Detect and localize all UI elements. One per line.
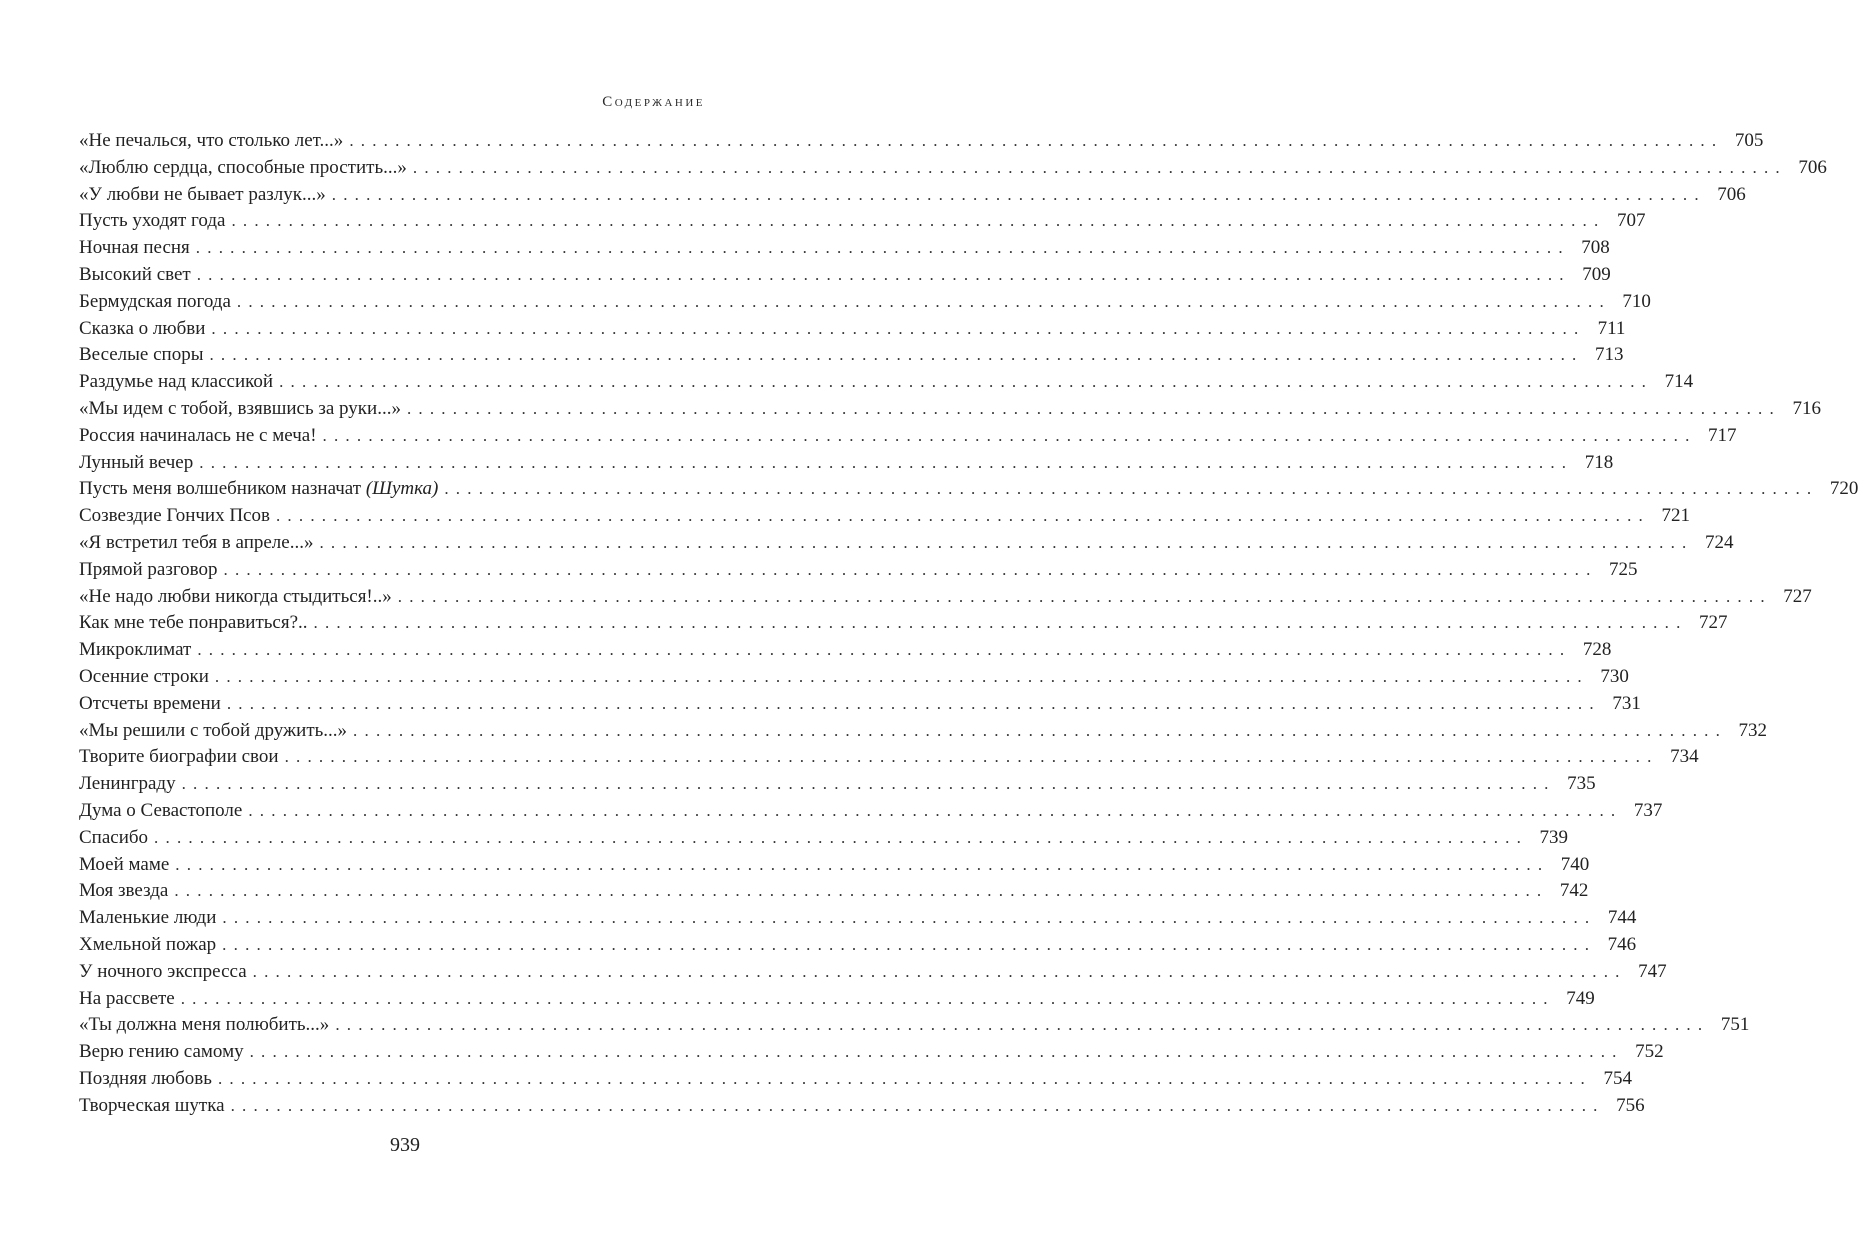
toc-entry bbox=[79, 476, 1858, 503]
toc-entry bbox=[79, 557, 1638, 584]
dot-leader: ........................................................................................................................ bbox=[222, 908, 1597, 928]
toc-entry-page: 744 bbox=[1607, 907, 1637, 929]
toc-entry bbox=[79, 959, 1667, 986]
toc-entry-page: 705 bbox=[1734, 130, 1764, 151]
dot-leader: ........................................................................................................................ bbox=[406, 398, 1781, 418]
toc-entry bbox=[79, 182, 1746, 209]
toc-entry bbox=[79, 262, 1611, 289]
toc-entry-title-text: Россия начиналась не с меча! bbox=[79, 424, 317, 446]
toc-entry-page: 717 bbox=[1708, 424, 1737, 446]
toc-entry-title-text: Верю гению самому bbox=[79, 1041, 244, 1063]
toc-entry-title bbox=[79, 262, 197, 289]
toc-entry bbox=[79, 342, 1624, 369]
toc-entry bbox=[79, 316, 1626, 343]
toc-entry bbox=[79, 1066, 1632, 1093]
table-of-contents bbox=[79, 128, 1858, 1119]
dot-leader: ........................................................................................................................ bbox=[199, 452, 1574, 472]
dot-leader: ........................................................................................................................ bbox=[248, 800, 1623, 820]
toc-entry-title-text: Маленькие люди bbox=[79, 907, 217, 929]
toc-entry-page: 730 bbox=[1600, 665, 1629, 687]
toc-entry-title bbox=[79, 852, 175, 879]
toc-entry-title-text: Созвездие Гончих Псов bbox=[79, 505, 270, 527]
toc-entry-title-text: «Я встретил тебя в апреле...» bbox=[79, 531, 314, 553]
toc-entry-title bbox=[79, 691, 227, 718]
dot-leader: ........................................................................................................................ bbox=[397, 586, 1772, 606]
toc-entry-title bbox=[79, 316, 211, 343]
toc-entry-title bbox=[79, 182, 332, 209]
toc-entry-title-text: Ленинграду bbox=[79, 773, 176, 795]
toc-entry-title-text: Высокий свет bbox=[79, 263, 191, 285]
toc-entry-title bbox=[79, 557, 224, 584]
toc-entry-page: 720 bbox=[1829, 478, 1858, 500]
toc-entry-title-text: «Ты должна меня полюбить...» bbox=[79, 1014, 330, 1036]
toc-entry-title bbox=[79, 503, 276, 530]
toc-entry bbox=[79, 771, 1596, 798]
toc-entry-title bbox=[79, 289, 237, 316]
toc-entry bbox=[79, 691, 1641, 718]
toc-entry-title bbox=[79, 530, 319, 557]
dot-leader: ........................................................................................................................ bbox=[331, 184, 1706, 204]
toc-entry-title-text: Раздумье над классикой bbox=[79, 371, 274, 393]
toc-entry-title bbox=[79, 450, 199, 477]
toc-entry-title bbox=[79, 369, 279, 396]
dot-leader: ........................................................................................................................ bbox=[313, 613, 1688, 633]
toc-entry bbox=[79, 396, 1821, 423]
toc-entry-title bbox=[79, 932, 222, 959]
toc-entry-page: 707 bbox=[1616, 210, 1646, 232]
dot-leader: ........................................................................................................................ bbox=[211, 318, 1586, 338]
dot-leader: ........................................................................................................................ bbox=[180, 988, 1555, 1008]
toc-entry-page: 751 bbox=[1720, 1014, 1750, 1036]
toc-entry-title-text: Спасибо bbox=[79, 826, 149, 848]
toc-entry bbox=[79, 1039, 1664, 1066]
dot-leader: ........................................................................................................................ bbox=[223, 559, 1598, 579]
toc-entry bbox=[79, 878, 1589, 905]
toc-entry-title-text: Осенние строки bbox=[79, 665, 209, 687]
toc-entry-title-text: Творческая шутка bbox=[79, 1094, 225, 1116]
dot-leader: ........................................................................................................................ bbox=[349, 131, 1724, 150]
dot-leader: ........................................................................................................................ bbox=[196, 264, 1571, 284]
toc-entry bbox=[79, 664, 1629, 691]
toc-entry bbox=[79, 932, 1637, 959]
dot-leader: ........................................................................................................................ bbox=[231, 211, 1606, 231]
toc-entry-title-text: Пусть меня волшебником назначат bbox=[79, 478, 362, 500]
dot-leader: ........................................................................................................................ bbox=[214, 666, 1589, 686]
toc-entry-page: 752 bbox=[1635, 1041, 1664, 1063]
toc-entry-title bbox=[79, 986, 181, 1013]
toc-entry-page: 721 bbox=[1661, 505, 1690, 527]
toc-entry-title-text: «Люблю сердца, способные простить...» bbox=[79, 156, 407, 178]
toc-entry-title-text: Отсчеты времени bbox=[79, 692, 221, 714]
toc-entry-page: 724 bbox=[1704, 531, 1734, 553]
toc-entry bbox=[79, 530, 1734, 557]
dot-leader: ........................................................................................................................ bbox=[197, 640, 1572, 660]
toc-entry-title bbox=[79, 798, 248, 825]
toc-entry-page: 728 bbox=[1582, 639, 1612, 661]
toc-entry-page: 734 bbox=[1670, 746, 1699, 768]
toc-entry-page: 740 bbox=[1560, 853, 1590, 875]
toc-entry-title bbox=[79, 1039, 250, 1066]
dot-leader: ........................................................................................................................ bbox=[236, 291, 1611, 311]
dot-leader: ........................................................................................................................ bbox=[181, 774, 1556, 794]
toc-entry-title bbox=[79, 1066, 218, 1093]
dot-leader: ........................................................................................................................ bbox=[230, 1095, 1605, 1115]
toc-entry-title-text: Моей маме bbox=[79, 853, 170, 875]
toc-entry bbox=[79, 369, 1694, 396]
dot-leader: ........................................................................................................................ bbox=[226, 693, 1601, 713]
toc-entry-title bbox=[79, 155, 413, 182]
toc-entry-title bbox=[79, 208, 231, 235]
dot-leader: ........................................................................................................................ bbox=[174, 881, 1549, 901]
toc-entry-title-text: У ночного экспресса bbox=[79, 960, 247, 982]
toc-entry-page: 749 bbox=[1566, 987, 1595, 1009]
toc-entry bbox=[79, 584, 1812, 611]
toc-entry bbox=[79, 450, 1614, 477]
toc-entry bbox=[79, 798, 1663, 825]
toc-entry bbox=[79, 155, 1827, 182]
toc-entry-title bbox=[79, 744, 285, 771]
toc-entry-title bbox=[79, 235, 196, 262]
toc-entry-title bbox=[79, 396, 407, 423]
toc-entry bbox=[79, 986, 1595, 1013]
toc-entry-page: 727 bbox=[1699, 612, 1728, 634]
toc-entry-page: 742 bbox=[1559, 880, 1589, 902]
dot-leader: ........................................................................................................................ bbox=[249, 1042, 1624, 1062]
dot-leader: ........................................................................................................................ bbox=[319, 532, 1694, 552]
dot-leader: ........................................................................................................................ bbox=[322, 425, 1697, 445]
toc-entry-page: 739 bbox=[1539, 826, 1569, 848]
toc-entry-title bbox=[79, 610, 314, 637]
dot-leader: ........................................................................................................................ bbox=[444, 479, 1819, 499]
toc-entry-title-text: Ночная песня bbox=[79, 237, 190, 259]
dot-leader: ........................................................................................................................ bbox=[284, 747, 1659, 767]
toc-entry-title-text: Пусть уходят года bbox=[79, 210, 226, 232]
toc-entry-title-text: Лунный вечер bbox=[79, 451, 194, 473]
toc-entry-page: 708 bbox=[1581, 237, 1610, 259]
toc-entry-title-text: Сказка о любви bbox=[79, 317, 206, 339]
running-head: Содержание bbox=[602, 94, 705, 110]
toc-entry-title bbox=[79, 664, 215, 691]
toc-entry-title-text: «Мы идем с тобой, взявшись за руки...» bbox=[79, 397, 401, 419]
toc-entry-title-text: Поздняя любовь bbox=[79, 1067, 212, 1089]
toc-entry bbox=[79, 718, 1768, 745]
toc-entry-page: 718 bbox=[1584, 451, 1614, 473]
toc-entry-title bbox=[79, 905, 222, 932]
toc-entry-page: 756 bbox=[1616, 1094, 1645, 1116]
toc-entry-page: 713 bbox=[1594, 344, 1624, 366]
toc-entry-title bbox=[79, 1093, 231, 1120]
dot-leader: ........................................................................................................................ bbox=[335, 1015, 1710, 1035]
toc-entry bbox=[79, 423, 1737, 450]
toc-entry-page: 725 bbox=[1609, 558, 1638, 580]
toc-entry-title-text: Бермудская погода bbox=[79, 290, 231, 312]
toc-entry-page: 709 bbox=[1582, 263, 1611, 285]
toc-entry bbox=[79, 744, 1699, 771]
toc-entry-title-text: «У любви не бывает разлук...» bbox=[79, 183, 326, 205]
dot-leader: ........................................................................................................................ bbox=[279, 372, 1654, 392]
toc-entry-page: 731 bbox=[1612, 692, 1641, 714]
toc-entry-title-text: Веселые споры bbox=[79, 344, 204, 366]
toc-entry bbox=[79, 1012, 1750, 1039]
toc-entry-page: 711 bbox=[1597, 317, 1626, 339]
toc-entry-title bbox=[79, 584, 398, 611]
toc-entry-title bbox=[79, 342, 209, 369]
toc-entry-title bbox=[79, 878, 174, 905]
toc-entry-page: 754 bbox=[1603, 1067, 1632, 1089]
toc-entry bbox=[79, 208, 1646, 235]
toc-entry-title-text: Как мне тебе понравиться?.. bbox=[79, 612, 308, 634]
toc-entry-title-text: Дума о Севастополе bbox=[79, 799, 243, 821]
toc-entry-title bbox=[79, 1012, 335, 1039]
toc-entry-subtitle: (Шутка) bbox=[365, 478, 439, 500]
toc-entry-title bbox=[79, 423, 323, 450]
toc-entry-title bbox=[79, 771, 182, 798]
toc-entry-page: 746 bbox=[1607, 933, 1637, 955]
dot-leader: ........................................................................................................................ bbox=[209, 345, 1584, 365]
toc-entry-title bbox=[79, 825, 154, 852]
dot-leader: ........................................................................................................................ bbox=[252, 961, 1627, 981]
dot-leader: ........................................................................................................................ bbox=[217, 1068, 1592, 1088]
toc-entry-page: 747 bbox=[1638, 960, 1667, 982]
toc-entry-page: 735 bbox=[1567, 773, 1596, 795]
toc-entry-page: 714 bbox=[1664, 371, 1694, 393]
toc-entry bbox=[79, 852, 1590, 879]
toc-entry-title bbox=[79, 637, 197, 664]
toc-entry-title bbox=[79, 718, 353, 745]
toc-entry bbox=[79, 128, 1764, 155]
dot-leader: ........................................................................................................................ bbox=[412, 157, 1787, 177]
toc-entry-page: 727 bbox=[1783, 585, 1812, 607]
toc-entry-title-text: Хмельной пожар bbox=[79, 933, 217, 955]
dot-leader: ........................................................................................................................ bbox=[195, 238, 1570, 258]
toc-entry-page: 706 bbox=[1798, 156, 1827, 178]
dot-leader: ........................................................................................................................ bbox=[353, 720, 1728, 740]
toc-entry-page: 737 bbox=[1633, 799, 1663, 821]
toc-entry bbox=[79, 289, 1651, 316]
toc-entry bbox=[79, 503, 1690, 530]
toc-entry-title bbox=[79, 959, 253, 986]
toc-entry bbox=[79, 1093, 1645, 1120]
toc-entry-page: 716 bbox=[1792, 397, 1821, 419]
toc-entry-page: 732 bbox=[1738, 719, 1768, 741]
toc-entry-title-text: Моя звезда bbox=[79, 880, 169, 902]
toc-entry-title-text: Прямой разговор bbox=[79, 558, 218, 580]
toc-entry-title-text: На рассвете bbox=[79, 987, 175, 1009]
toc-entry-title-text: «Не надо любви никогда стыдиться!..» bbox=[79, 585, 392, 607]
toc-entry-page: 706 bbox=[1717, 183, 1746, 205]
toc-entry-title bbox=[79, 128, 349, 155]
toc-entry bbox=[79, 905, 1637, 932]
toc-entry-page: 710 bbox=[1622, 290, 1651, 312]
toc-entry bbox=[79, 610, 1728, 637]
dot-leader: ........................................................................................................................ bbox=[275, 506, 1650, 526]
dot-leader: ........................................................................................................................ bbox=[154, 827, 1529, 847]
toc-entry-title-text: «Не печалься, что столько лет...» bbox=[79, 130, 344, 151]
dot-leader: ........................................................................................................................ bbox=[175, 854, 1550, 874]
page-number: 939 bbox=[390, 1134, 420, 1156]
toc-entry bbox=[79, 235, 1610, 262]
toc-entry bbox=[79, 825, 1569, 852]
toc-entry-title-text: «Мы решили с тобой дружить...» bbox=[79, 719, 348, 741]
toc-entry-title-text: Микроклимат bbox=[79, 639, 192, 661]
toc-entry-title bbox=[79, 476, 444, 503]
toc-entry bbox=[79, 637, 1612, 664]
dot-leader: ........................................................................................................................ bbox=[222, 934, 1597, 954]
toc-entry-title-text: Творите биографии свои bbox=[79, 746, 279, 768]
